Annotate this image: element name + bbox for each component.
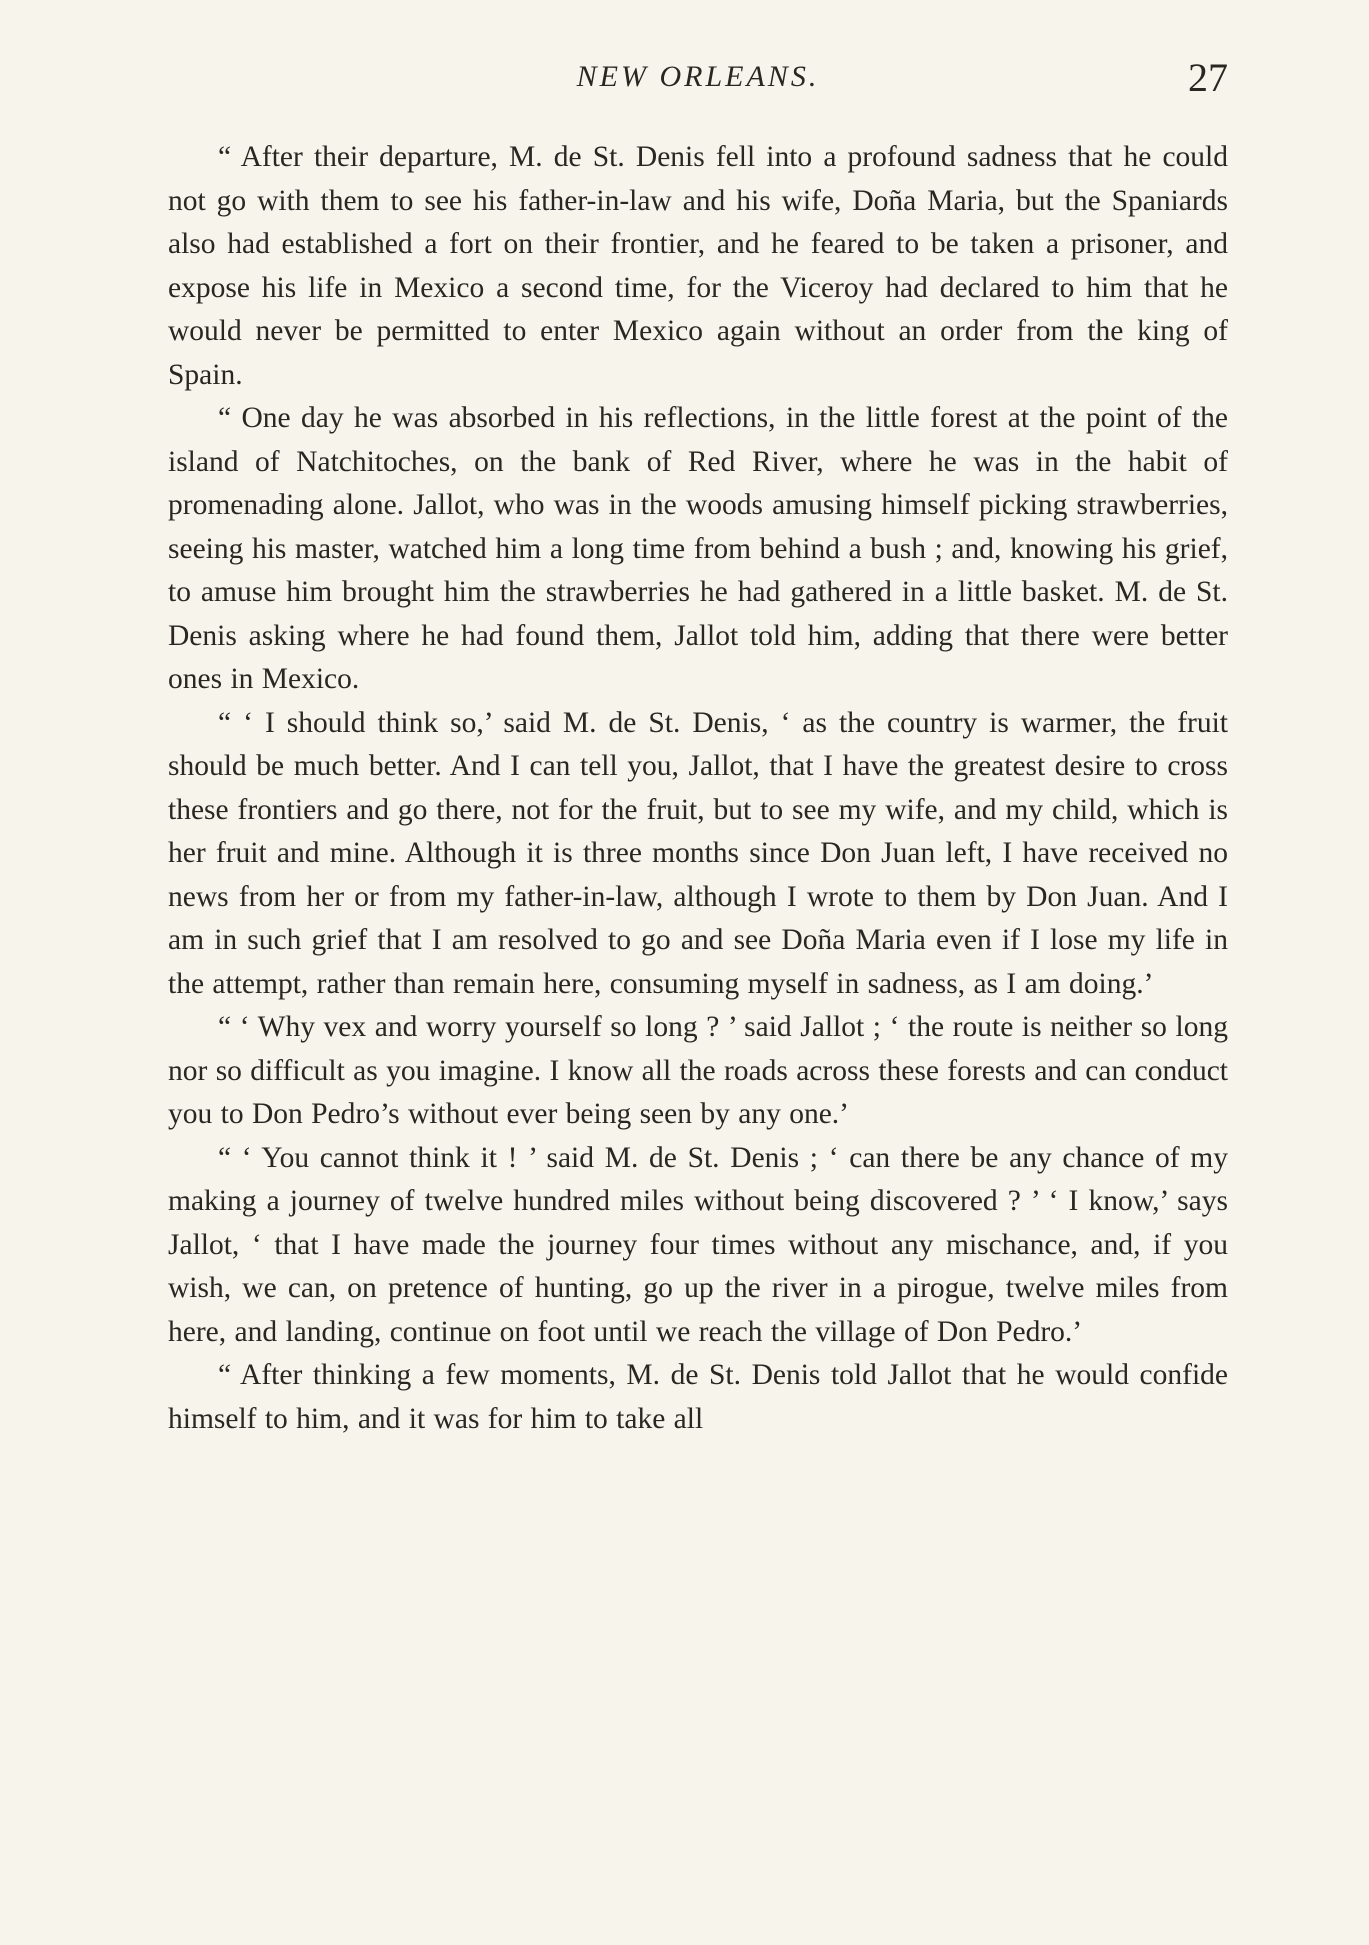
- running-title: NEW ORLEANS.: [576, 60, 820, 93]
- paragraph: “ ‘ You cannot think it ! ’ said M. de St. Denis ; ‘ can there be any chance of my making a journey of twelve hundred miles without being discovered ? ’ ‘ I know,’ says Jallot, ‘ that I have made the journey four times without any mischance, and, if you wish, we can, on pretence of hunting, go up the river in a pirogue, twelve miles from here, and landing, continue on foot until we reach the village of Don Pedro.’: [168, 1141, 1228, 1348]
- page-number: 27: [1188, 55, 1228, 100]
- paragraph: “ After their departure, M. de St. Denis fell into a profound sadness that he could not go with them to see his father-in-law and his wife, Doña Maria, but the Spaniards also had established a fort on their frontier, and he feared to be taken a prisoner, and expose his life in Mexico a second time, for the Viceroy had declared to him that he would never be permitted to enter Mexico again without an order from the king of Spain.: [168, 141, 1228, 391]
- running-head: [168, 52, 1228, 108]
- book-page: [168, 52, 1228, 1441]
- paragraph: “ After thinking a few moments, M. de St. Denis told Jallot that he would confide himself to him, and it was for him to take all: [168, 1359, 1228, 1435]
- body-text: [168, 136, 1228, 1441]
- paragraph: “ ‘ I should think so,’ said M. de St. Denis, ‘ as the country is warmer, the fruit should be much better. And I can tell you, Jallot, that I have the greatest desire to cross these frontiers and go there, not for the fruit, but to see my wife, and my child, which is her fruit and mine. Although it is three months since Don Juan left, I have received no news from her or from my father-in-law, although I wrote to them by Don Juan. And I am in such grief that I am resolved to go and see Doña Maria even if I lose my life in the attempt, rather than remain here, consuming myself in sadness, as I am doing.’: [168, 706, 1228, 1000]
- paragraph: “ One day he was absorbed in his reflections, in the little forest at the point of the island of Natchitoches, on the bank of Red River, where he was in the habit of promenading alone. Jallot, who was in the woods amusing himself picking strawberries, seeing his master, watched him a long time from behind a bush ; and, knowing his grief, to amuse him brought him the strawberries he had gathered in a little basket. M. de St. Denis asking where he had found them, Jallot told him, adding that there were better ones in Mexico.: [168, 402, 1228, 695]
- paragraph: “ ‘ Why vex and worry yourself so long ? ’ said Jallot ; ‘ the route is neither so long nor so difficult as you imagine. I know all the roads across these forests and can conduct you to Don Pedro’s without ever being seen by any one.’: [168, 1011, 1228, 1130]
